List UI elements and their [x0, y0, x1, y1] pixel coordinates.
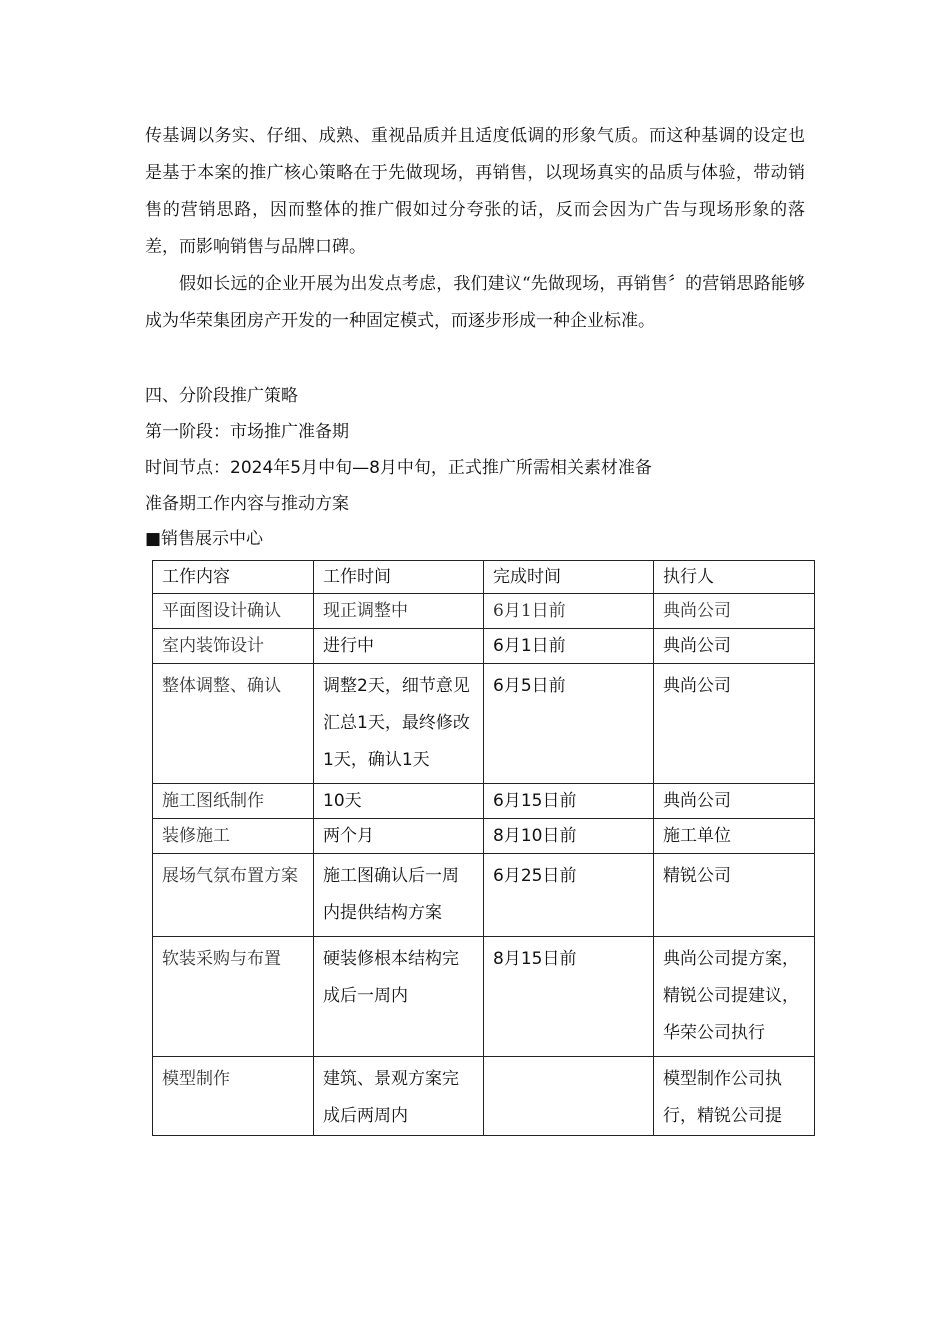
stage-heading: 第一阶段：市场推广准备期	[145, 422, 349, 442]
table-cell: 6月25日前	[484, 854, 654, 937]
table-cell: 施工图确认后一周内提供结构方案	[314, 854, 484, 937]
cell-text: 建筑、景观方案完成后两周内	[323, 1069, 459, 1126]
table-row	[153, 854, 815, 937]
table-cell: 装修施工	[153, 819, 314, 854]
table-cell: 6月1日前	[484, 629, 654, 664]
table-row	[153, 664, 815, 784]
table-cell: 典尚公司	[654, 594, 815, 629]
table-cell: 6月15日前	[484, 784, 654, 819]
column-header: 执行人	[654, 561, 815, 594]
table-row	[153, 937, 815, 1057]
table-cell: 典尚公司	[654, 664, 815, 784]
table-cell: 展场气氛布置方案	[153, 854, 314, 937]
table-cell: 6月1日前	[484, 594, 654, 629]
table-cell: 整体调整、确认	[153, 664, 314, 784]
table-cell: 施工单位	[654, 819, 815, 854]
table-cell: 6月5日前	[484, 664, 654, 784]
timeline-line: 时间节点：2024年5月中旬—8月中旬，正式推广所需相关素材准备	[145, 458, 652, 478]
table-cell: 典尚公司提方案，精锐公司提建议，华荣公司执行	[654, 937, 815, 1057]
table-cell: 典尚公司	[654, 629, 815, 664]
section-heading: 四、分阶段推广策略	[145, 386, 298, 406]
table-cell	[153, 1057, 314, 1136]
cell-text: 模型制作公司执行，精锐公司提	[663, 1069, 782, 1126]
work-plan-heading: 准备期工作内容与推动方案	[145, 494, 349, 514]
body-paragraph: 传基调以务实、仔细、成熟、重视品质并且适度低调的形象气质。而这种基调的设定也是基于本案的推广核心策略在于先做现场，再销售，以现场真实的品质与体验，带动销售的营销思路，因而整体的推广假如过分夸张的话，反而会因为广告与现场形象的落差，而影响销售与品牌口碑。	[145, 126, 805, 257]
table-cell: 8月15日前	[484, 937, 654, 1057]
table-row	[153, 819, 815, 854]
table-cell: 8月10日前	[484, 819, 654, 854]
column-header: 工作内容	[153, 561, 314, 594]
table-row	[153, 629, 815, 664]
subsection-heading: ■销售展示中心	[145, 529, 264, 549]
cell-text: 模型制作	[162, 1069, 230, 1089]
column-header: 工作时间	[314, 561, 484, 594]
body-paragraph: 假如长远的企业开展为出发点考虑，我们建议“先做现场，再销售〞的营销思路能够成为华荣集团房产开发的一种固定模式，而逐步形成一种企业标准。	[145, 274, 805, 331]
table-cell: 现正调整中	[314, 594, 484, 629]
table-cell: 进行中	[314, 629, 484, 664]
table-cell: 调整2天，细节意见汇总1天，最终修改1天，确认1天	[314, 664, 484, 784]
table-cell: 室内装饰设计	[153, 629, 314, 664]
table-cell: 两个月	[314, 819, 484, 854]
table-cell: 施工图纸制作	[153, 784, 314, 819]
table-header-row	[153, 561, 815, 594]
cell-text	[493, 1061, 644, 1135]
table-cell	[314, 1057, 484, 1136]
table-cell	[654, 1057, 815, 1136]
column-header: 完成时间	[484, 561, 654, 594]
table-cell: 平面图设计确认	[153, 594, 314, 629]
schedule-table	[152, 560, 815, 1136]
table-cell: 典尚公司	[654, 784, 815, 819]
table-row	[153, 784, 815, 819]
table-cell: 硬装修根本结构完成后一周内	[314, 937, 484, 1057]
table-cell: 精锐公司	[654, 854, 815, 937]
table-cell: 软装采购与布置	[153, 937, 314, 1057]
table-row	[153, 1057, 815, 1136]
table-cell	[484, 1057, 654, 1136]
table-row	[153, 594, 815, 629]
table-cell: 10天	[314, 784, 484, 819]
